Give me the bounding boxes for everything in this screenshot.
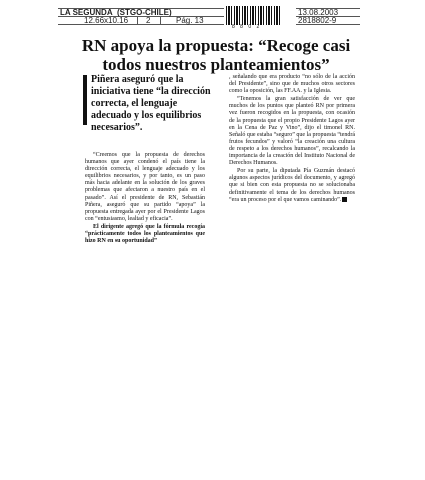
barcode-number: 8 8 0 2 <box>232 24 262 30</box>
header-divider <box>160 16 161 25</box>
clip-size: 12.66x10.16 <box>84 16 129 25</box>
lead-quote-bar <box>83 75 87 125</box>
end-mark-icon <box>342 197 347 202</box>
clip-id: 2818802-9 <box>298 16 337 25</box>
article-column-right <box>229 74 355 205</box>
paragraph: El dirigente agregó que la fórmula recogía “prácticamente todos los planteamientos que hizo RN en su oportunidad” <box>85 223 205 245</box>
article-column-left <box>85 152 205 246</box>
publication-edition: (STGO-CHILE) <box>117 8 172 17</box>
article-title: RN apoya la propuesta: “Recoge casi todos nuestros planteamientos” <box>81 36 351 74</box>
paragraph: Por su parte, la diputada Pía Guzmán destacó algunos aspectos jurídicos del documento, y agregó que si bien con esta propuesta no se solucionaba definitivamente el tema de los derechos humanos “era un proceso por el que vamos caminando”. <box>229 168 355 203</box>
paragraph: “Creemos que la propuesta de derechos humanos que ayer condenó el país tiene la dirección correcta, el lenguaje adecuado y los equilibrios necesarios, y por tanto, es un paso más hacia adelante en la solución de los graves problemas que afectaron a nuestro país en el pasado”. Así el presidente de RN, Sebastián Piñera, aseguró que su partido “apoya” la propuesta entregada ayer por el Presidente Lagos con “entusiasmo, lealtad y eficacia”. <box>85 152 205 222</box>
paragraph: , señalando que era producto “no sólo de la acción del Presidente”, sino que de muchos otros sectores como la oposición, las FF.AA. y la Iglesia. <box>229 74 355 95</box>
article-lead: Piñera aseguró que la iniciativa tiene “la dirección correcta, el lenguaje adecuado y los equilibrios necesarios”. <box>91 74 211 133</box>
page-number: Pág. 13 <box>176 16 204 25</box>
publication-date: 13.08.2003 <box>298 8 339 17</box>
barcode <box>226 6 282 25</box>
publication-name: LA SEGUNDA <box>60 8 113 17</box>
page-index: 2 <box>146 16 151 25</box>
paragraph: “Tenemos la gran satisfacción de ver que muchos de los puntos que planteó RN por primera vez fueron recogidos en la propuesta, con ocasión de la propuesta que el propio Presidente Lagos ayer en la Cena de Paz y Vino”, dijo el timonel RN. Señaló que estaba “seguro” que la propuesta “tendrá frutos fecundos” y valoró “la creación una cultura de respeto a los derechos humanos”, recalcando la importancia de la creación del Instituto Nacional de Derechos Humanos. <box>229 96 355 167</box>
header-divider <box>137 16 138 25</box>
